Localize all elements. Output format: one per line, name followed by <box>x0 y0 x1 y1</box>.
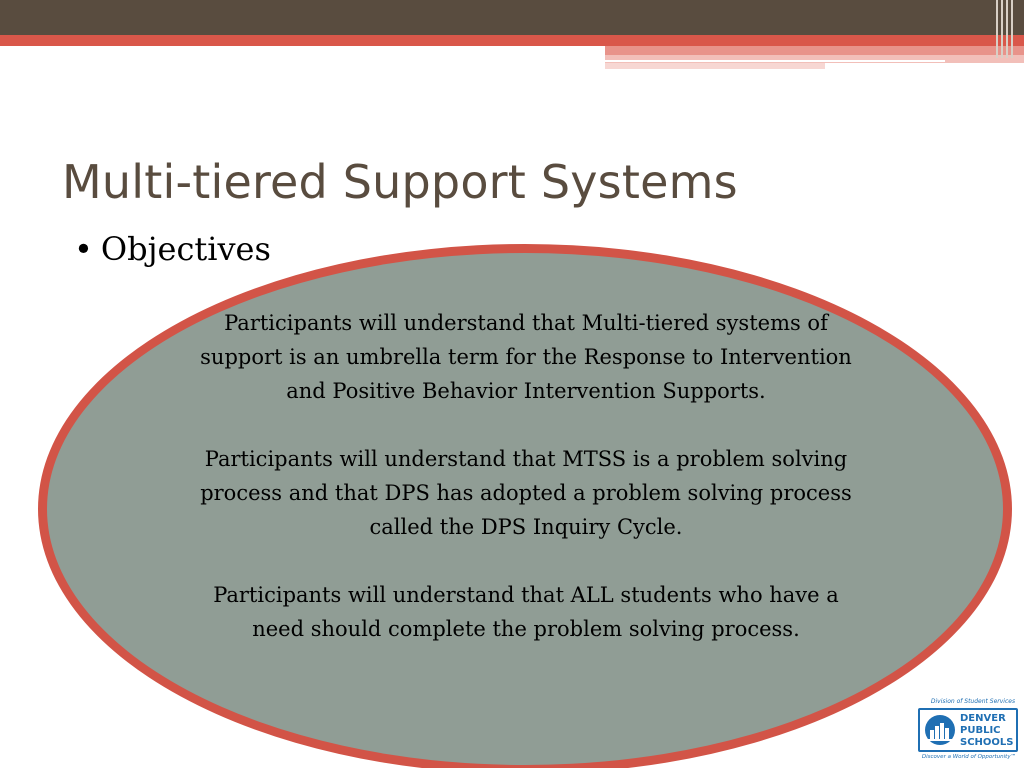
header-band-divider <box>605 60 945 62</box>
objective-paragraph: Participants will understand that ALL students who have a need should complete the problem solving process. <box>213 583 839 641</box>
slide-title: Multi-tiered Support Systems <box>62 155 738 209</box>
header-stripe <box>1006 0 1008 58</box>
bullet-marker: • <box>74 230 93 268</box>
objective-paragraph: Participants will understand that MTSS is a problem solving process and that DPS has adopted a problem solving process called the DPS Inquiry Cycle. <box>200 447 852 539</box>
logo-tagline: Discover a World of Opportunity™ <box>921 754 1017 760</box>
city-skyline-icon <box>923 714 957 747</box>
header-band-dark <box>0 0 1024 35</box>
bullet-item <box>74 230 271 268</box>
header-band-red <box>0 35 1024 46</box>
logo-line: DENVER <box>960 713 1006 724</box>
objectives-text <box>186 306 866 646</box>
header-stripe <box>1011 0 1013 58</box>
header-band-accent <box>605 46 1024 55</box>
header-band-accent-faint <box>605 63 825 69</box>
objective-paragraph: Participants will understand that Multi-tiered systems of support is an umbrella term for the Response to Intervention and Positive Behavior Intervention Supports. <box>200 311 852 403</box>
logo-line: PUBLIC <box>960 725 1001 736</box>
dps-logo <box>914 696 1022 766</box>
header-stripe <box>996 0 998 58</box>
header-stripe <box>1001 0 1003 58</box>
logo-line: SCHOOLS <box>960 737 1014 748</box>
logo-wordmark <box>960 713 1014 749</box>
logo-division-text: Division of Student Services <box>930 698 1016 705</box>
bullet-label: Objectives <box>100 230 271 268</box>
logo-box <box>918 708 1018 752</box>
